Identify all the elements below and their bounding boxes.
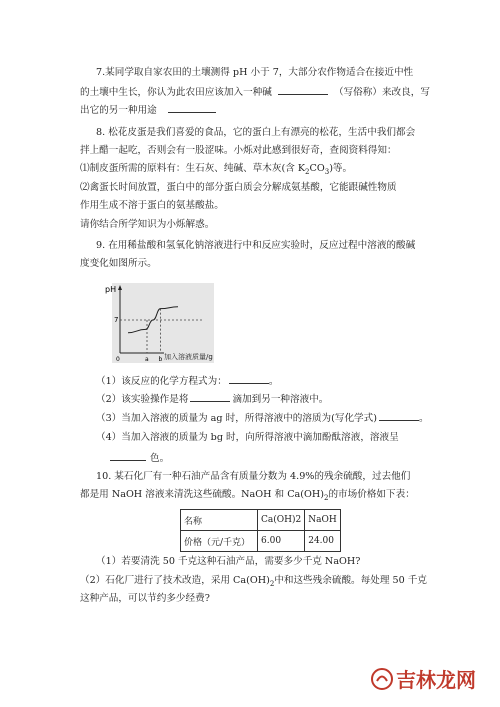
q9-blank-solution [190,391,230,402]
header-naoh: NaOH [305,510,340,531]
header-name: 名称 [181,510,258,531]
q10-line2: 都是用 NaOH 溶液来清洗这些硫酸。NaOH 和 $Ca(OH)_2$的市场价格如下表： [80,489,415,502]
q8-line1: 8. 松花皮蛋是我们喜爱的食品，它的蛋白上有漂亮的松花，生活中我们都会 [96,127,416,138]
ph-7-label: 7 [114,316,119,324]
y-axis-arrow [118,285,122,290]
y-axis-label: pH [105,285,117,294]
table-header-row [181,510,341,531]
q9-sub1: （1）该反应的化学方程式为： 。 [96,373,278,389]
q8-line5: 作用生成不溶于蛋白的氨基酸盐。 [80,200,224,211]
q9-sub3: （3）当加入溶液的质量为 ag 时，所得溶液中的溶质为(写化学式) 。 [96,410,429,426]
x-axis-label: 加入溶液质量/g [164,353,213,361]
q10-part2: （2）石化厂进行了技术改造，采用 $Ca(OH)_2$中和这些残余硫酸。每处理 50 千克 [80,575,427,588]
q10-part1: （1）若要清洗 50 千克这种石油产品，需要多少千克 NaOH? [96,556,361,567]
watermark [371,664,476,693]
q9-sub4-cont: 色。 [80,450,169,466]
price-table [180,509,341,552]
q10-part2-cont: 这种产品，可以节约多少经费? [80,593,210,604]
ph-chart [105,283,214,363]
watermark-logo-icon [371,668,393,690]
q8-line2: 拌上醋一起吃，否则会有一股涩味。小烁对此感到很好奇，查阅资料得知： [80,145,397,156]
q10-line1: 10. 某石化厂有一种石油产品含有质量分数为 4.9%的残余硫酸，过去他们 [96,471,411,482]
x-tick-a: a [145,356,149,363]
q7-line3: 出它的另一种用途 [80,102,216,118]
q9-line2: 度变化如图所示。 [80,258,157,269]
table-row [181,531,341,552]
q9-sub2: （2）该实验操作是将 滴加到另一种溶液中。 [96,391,328,407]
q9-blank-solute [379,410,419,421]
ph-chart-svg [105,283,214,363]
q9-blank-color [110,450,146,461]
q9-blank-equation [229,373,269,384]
q9-line1: 9. 在用稀盐酸和氢氧化钠溶液进行中和反应实验时，反应过程中溶液的酸碱 [96,240,416,251]
header-caoh2: Ca(OH)2 [258,510,305,531]
q7-blank-alkali [278,84,328,95]
q7-line2: 的土壤中生长，你认为此农田应该加入一种碱 （写俗称）来改良，写 [80,84,430,100]
q8-line3: ⑴制皮蛋所需的原料有：生石灰、纯碱、草木灰(含 $K_2CO_3$)等。 [80,163,353,176]
q7-line1: 7.某同学取自家农田的土壤测得 pH 小于 7，大部分农作物适合在接近中性 [96,67,414,78]
x-tick-b: b [158,356,163,363]
q7-blank-use [168,102,216,113]
q9-sub4: （4）当加入溶液的质量为 bg 时，向所得溶液中滴加酚酞溶液，溶液呈 [96,432,399,443]
q8-line4: ⑵禽蛋长时间放置，蛋白中的部分蛋白质会分解成氨基酸，它能跟碱性物质 [80,182,397,193]
price-caoh2: 6.00 [258,531,305,552]
ph-curve [128,307,178,333]
x-tick-0: 0 [116,356,120,363]
watermark-text: 吉林龙网 [396,668,476,692]
row-label: 价格（元/千克） [181,531,258,552]
q8-line6: 请你结合所学知识为小烁解惑。 [80,219,215,230]
price-naoh: 24.00 [305,531,340,552]
